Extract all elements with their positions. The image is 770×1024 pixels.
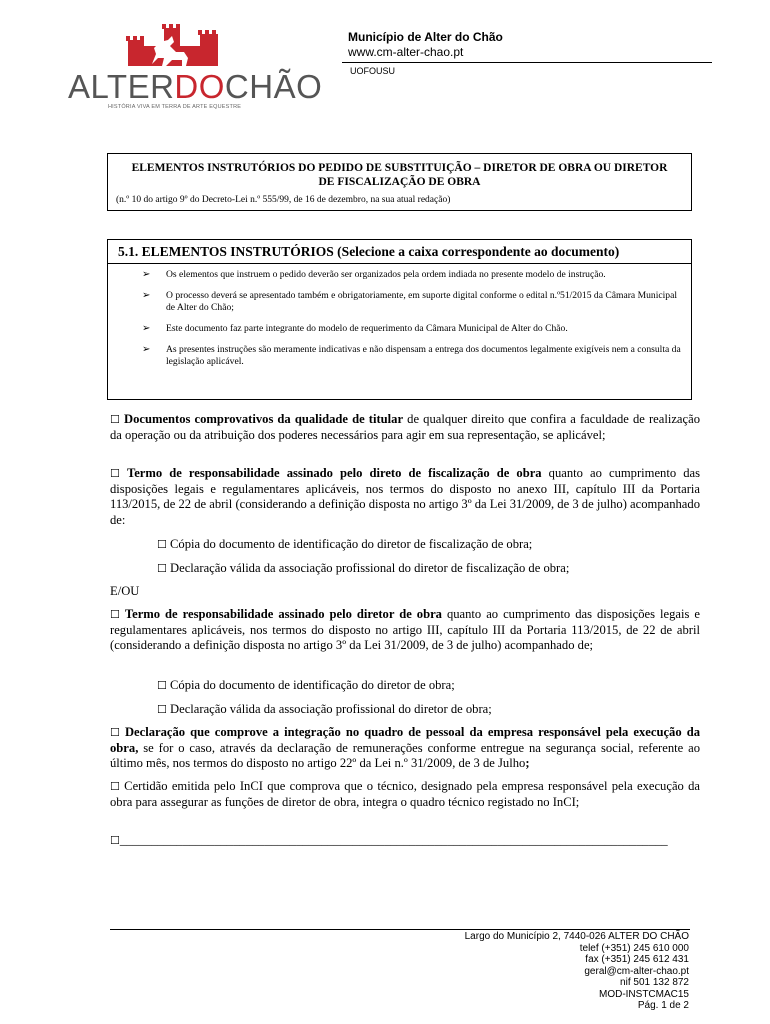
checkbox[interactable]: ☐ xyxy=(110,834,120,847)
checkbox[interactable]: ☐ xyxy=(110,608,120,621)
subitem-director-declaration: ☐ Declaração válida da associação profissional do diretor de obra; xyxy=(157,702,492,716)
municipality-name: Município de Alter do Chão xyxy=(348,30,503,44)
footer-fax: fax (+351) 245 612 431 xyxy=(585,954,689,965)
unit-code: UOFOUSU xyxy=(350,66,395,76)
logo-wordmark: ALTERDOCHÃO xyxy=(68,68,323,105)
arrow-bullet-icon: ➢ xyxy=(142,323,151,334)
item-works-director-term: ☐ Termo de responsabilidade assinado pelo diretor de obra quanto ao cumprimento das disposições legais e regulamentares aplicáveis, nos termos do disposto no artigo III, capítulo III da Portaria 113/2015, de 22 de abril (considerando a definição disposta no artigo 3º da Lei 31/2009, de 3 de julho) acompanhado de; xyxy=(110,607,700,652)
legal-reference: (n.º 10 do artigo 9º do Decreto-Lei n.º 555/99, de 16 de dezembro, na sua atual redação) xyxy=(116,195,451,205)
item-fiscalization-term: ☐ Termo de responsabilidade assinado pelo direto de fiscalização de obra quanto ao cumprimento das disposições legais e regulamentares aplicáveis, nos termos do disposto no anexo III, capítulo III da Portaria 113/2015, de 22 de abril (considerando a definição disposta no artigo 3º da Lei 31/2009, de 3 de julho) acompanhado de: xyxy=(110,466,700,527)
checkbox[interactable]: ☐ xyxy=(157,562,167,575)
checkbox[interactable]: ☐ xyxy=(157,538,167,551)
municipality-logo xyxy=(66,22,323,114)
list-item: ➢ Este documento faz parte integrante do modelo de requerimento da Câmara Municipal de Alter do Chão. xyxy=(142,323,568,334)
checkbox[interactable]: ☐ xyxy=(157,679,167,692)
footer-email: geral@cm-alter-chao.pt xyxy=(584,965,689,977)
footer-phone: telef (+351) 245 610 000 xyxy=(579,942,689,954)
item-titular-documents: ☐ Documentos comprovativos da qualidade de titular de qualquer direito que confira a faculdade de realização da operação ou da atribuição dos poderes necessários para agir em sua representação, se aplicável; xyxy=(110,412,700,442)
header-divider xyxy=(342,62,712,63)
footer-address: Largo do Município 2, 7440-026 ALTER DO CHÃO xyxy=(464,931,689,942)
footer-form-code: MOD-INSTCMAC15 xyxy=(598,988,689,1000)
instructions-box xyxy=(107,239,692,400)
list-item: ➢ Os elementos que instruem o pedido deverão ser organizados pela ordem indiada no presente modelo de instrução. xyxy=(142,269,606,280)
list-item: ➢ As presentes instruções são meramente indicativas e não dispensam a entrega dos documentos legalmente exigíveis nem a consulta da legislação aplicável. xyxy=(142,344,681,367)
checkbox[interactable]: ☐ xyxy=(110,467,120,480)
subitem-fiscalization-declaration: ☐ Declaração válida da associação profissional do diretor de fiscalização de obra; xyxy=(157,561,570,575)
arrow-bullet-icon: ➢ xyxy=(142,290,151,301)
arrow-bullet-icon: ➢ xyxy=(142,344,151,355)
footer-nif: nif 501 132 872 xyxy=(620,977,689,988)
footer-contact xyxy=(465,931,689,1012)
item-staff-integration: ☐ Declaração que comprove a integração no quadro de pessoal da empresa responsável pela execução da obra, se for o caso, através da declaração de remunerações conforme entregue na segurança social, referente ao último mês, nos termos do disposto no artigo 22º da Lei n.º 31/2009, de 3 de Julho; xyxy=(110,725,700,770)
instructions-list xyxy=(108,269,691,377)
instructions-heading: 5.1. ELEMENTOS INSTRUTÓRIOS (Selecione a caixa correspondente ao documento) xyxy=(108,240,691,264)
and-or-label: E/OU xyxy=(110,584,140,598)
footer-page-number: Pág. 1 de 2 xyxy=(637,1000,689,1011)
arrow-bullet-icon: ➢ xyxy=(142,269,151,280)
subitem-fiscalization-id-copy: ☐ Cópia do documento de identificação do diretor de fiscalização de obra; xyxy=(157,537,533,551)
checkbox[interactable]: ☐ xyxy=(157,703,167,716)
castle-horse-emblem-icon xyxy=(114,22,234,72)
document-title: ELEMENTOS INSTRUTÓRIOS DO PEDIDO DE SUBSTITUIÇÃO – DIRETOR DE OBRA OU DIRETOR DE FISCALIZAÇÃO DE OBRA xyxy=(131,162,668,188)
footer-divider xyxy=(110,929,690,930)
checkbox[interactable]: ☐ xyxy=(110,413,120,426)
municipality-website: www.cm-alter-chao.pt xyxy=(348,45,464,59)
checkbox[interactable]: ☐ xyxy=(110,780,120,793)
item-inci-certificate: ☐ Certidão emitida pelo InCI que comprova que o técnico, designado pela empresa responsável pela execução da obra para assegurar as funções de diretor de obra, integra o quadro técnico registado no InCI; xyxy=(110,779,700,809)
subitem-director-id-copy: ☐ Cópia do documento de identificação do diretor de obra; xyxy=(157,678,455,692)
list-item: ➢ O processo deverá se apresentado também e obrigatoriamente, em suporte digital conforme o edital n.º51/2015 da Câmara Municipal de Alter do Chão; xyxy=(142,290,678,313)
checkbox[interactable]: ☐ xyxy=(110,726,120,739)
document-title-box xyxy=(107,153,692,211)
logo-tagline: HISTÓRIA VIVA EM TERRA DE ARTE EQUESTRE xyxy=(108,104,242,110)
other-document-field[interactable]: ☐_______________________________________________________________________________________ xyxy=(110,833,668,847)
